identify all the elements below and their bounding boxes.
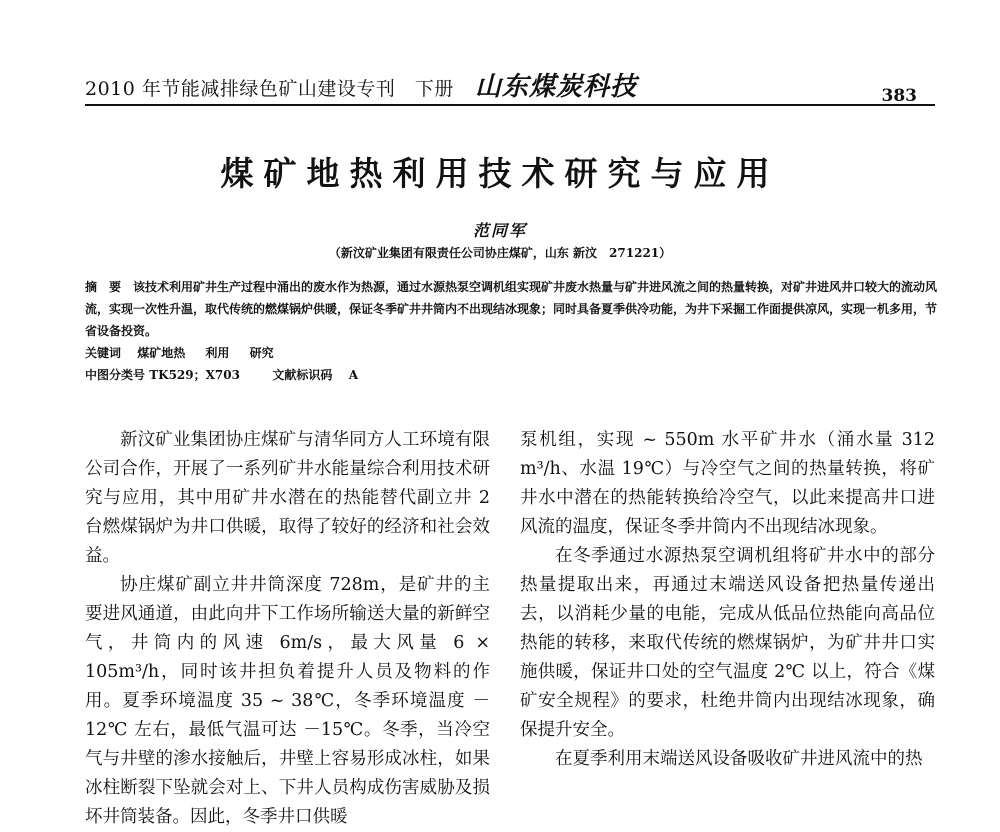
clc-value: TK529；X703: [149, 368, 240, 382]
author-name: 范同军: [472, 221, 527, 240]
doc-code-label: 文献标识码: [272, 368, 333, 382]
article-title: 煤矿地热利用技术研究与应用: [220, 154, 780, 193]
keyword: 利用: [205, 346, 230, 360]
keywords-line: [85, 342, 940, 364]
body-paragraph: 在冬季通过水源热泵空调机组将矿井水中的部分热量提取出来，再通过末端送风设备把热量传递出去，以消耗少量的电能，完成从低品位热能向高品位热能的转移，来取代传统的燃煤锅炉，为矿井井口实施供暖，保证井口处的空气温度 2℃ 以上，符合《煤矿安全规程》的要求，杜绝井筒内出现结冰现象，确保提升安全。: [520, 546, 935, 740]
journal-logo: 山东煤炭科技: [475, 72, 638, 102]
abstract-label: 摘 要: [85, 280, 122, 294]
body-paragraph: 新汶矿业集团协庄煤矿与清华同方人工环境有限公司合作，开展了一系列矿井水能量综合利用技术研究与应用，其中用矿井水潜在的热能替代副立井 2 台燃煤锅炉为井口供暖，取得了较好的经济和社会效益。: [85, 430, 490, 566]
abstract-block: [85, 276, 940, 386]
body-right-column: [520, 426, 935, 774]
page-number: 383: [881, 86, 917, 106]
abstract-text: 该技术利用矿井生产过程中涌出的废水作为热源，通过水源热泵空调机组实现矿井废水热量与矿井进风流之间的热量转换，对矿井进风井口较大的流动风流，实现一次性升温，取代传统的燃煤锅炉供暖，保证冬季矿井井筒内不出现结冰现象；同时具备夏季供冷功能，为井下采掘工作面提供凉风，实现一机多用，节省设备投资。: [85, 280, 938, 338]
keyword: 煤矿地热: [137, 346, 186, 360]
classification-line: [85, 364, 940, 386]
clc-label: 中图分类号: [85, 368, 146, 382]
body-paragraph: 协庄煤矿副立井井筒深度 728m，是矿井的主要进风通道，由此向井下工作场所输送大量的新鲜空气，井筒内的风速 6m/s，最大风量 6 × 105m³/h，同时该井担负着提升人员及物料的作用。夏季环境温度 35 ~ 38℃，冬季环境温度 － 12℃ 左右，最低气温可达 －15℃。冬季，当冷空气与井壁的渗水接触后，井壁上容易形成冰柱，如果冰柱断裂下坠就会对上、下井人员构成伤害威胁及损坏井筒装备。因此，冬季井口供暖: [85, 575, 490, 827]
page-header: [85, 64, 935, 106]
abstract: [85, 276, 940, 342]
body-paragraph: 在夏季利用末端送风设备吸收矿井进风流中的热: [555, 749, 923, 769]
body-paragraph: 泵机组，实现 ~ 550m 水平矿井水（涌水量 312 m³/h、水温 19℃）与冷空气之间的热量转换，将矿井水中潜在的热能转换给冷空气，以此来提高井口进风流的温度，保证冬季井筒内不出现结冰现象。: [520, 430, 935, 537]
running-head: 2010 年节能减排绿色矿山建设专刊 下册: [85, 78, 454, 100]
keywords-label: 关键词: [85, 346, 122, 360]
keyword: 研究: [249, 346, 274, 360]
author-affiliation: （新汶矿业集团有限责任公司协庄煤矿，山东 新汶 271221）: [328, 246, 672, 260]
body-left-column: [85, 426, 490, 832]
doc-code-value: A: [348, 368, 359, 382]
